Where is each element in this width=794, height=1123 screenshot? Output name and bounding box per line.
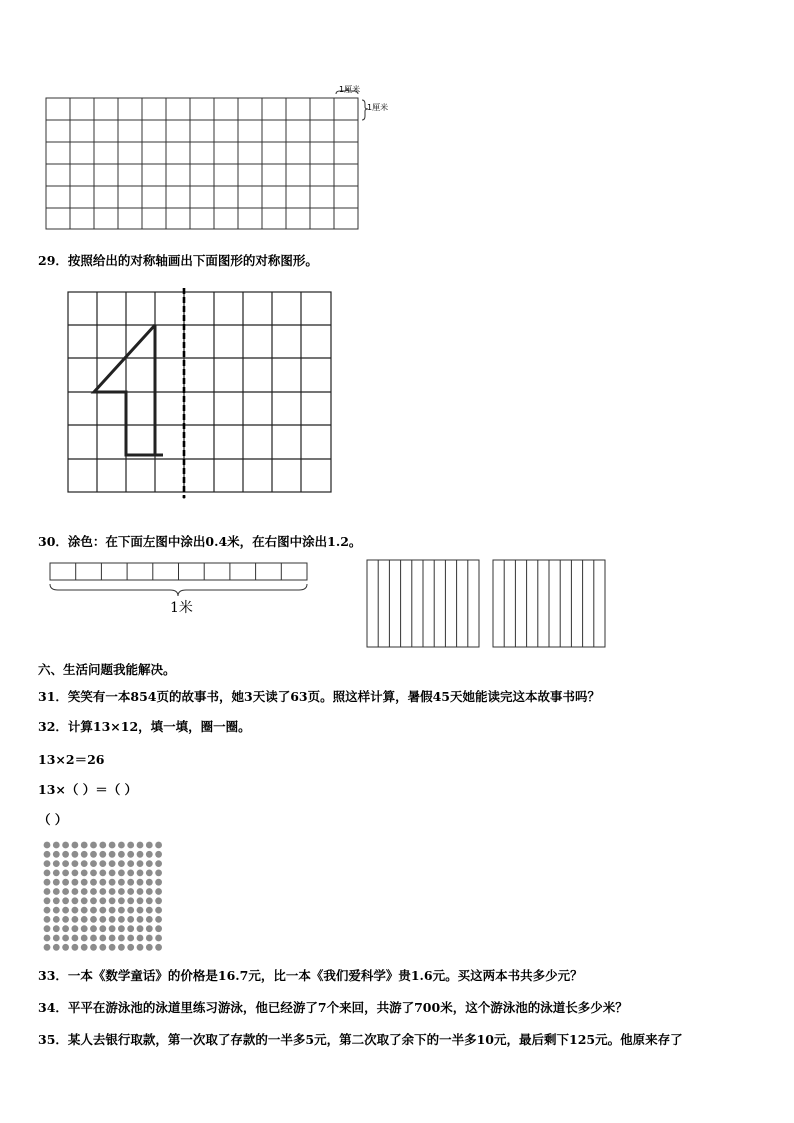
dot <box>62 851 69 858</box>
dot <box>109 925 116 932</box>
dot <box>146 907 153 914</box>
dot <box>90 925 97 932</box>
dot <box>81 888 88 895</box>
dot <box>155 897 162 904</box>
question-number: 34． <box>38 1000 68 1015</box>
dot <box>72 842 79 849</box>
symmetry-grid <box>60 288 340 500</box>
dot <box>44 935 51 942</box>
dot <box>44 870 51 877</box>
dot <box>72 879 79 886</box>
question-text: 一本《数学童话》的价格是16.7元，比一本《我们爱科学》贵1.6元。买这两本书共多少元？ <box>67 968 583 983</box>
dot <box>137 879 144 886</box>
dot <box>99 935 106 942</box>
dot <box>155 888 162 895</box>
dot <box>99 888 106 895</box>
dot <box>137 870 144 877</box>
q32-line-2: 13×（ ）＝（ ） <box>38 782 138 797</box>
dot <box>44 879 51 886</box>
dot <box>44 888 51 895</box>
top-square-grid <box>40 82 400 234</box>
dot <box>155 925 162 932</box>
dot <box>146 944 153 951</box>
dot <box>44 944 51 951</box>
dot <box>109 842 116 849</box>
dot <box>146 925 153 932</box>
dot <box>90 879 97 886</box>
dot <box>62 925 69 932</box>
dot <box>99 879 106 886</box>
dot <box>155 870 162 877</box>
figure-four-shape <box>94 325 163 455</box>
dot <box>72 944 79 951</box>
dot <box>118 944 125 951</box>
dot <box>109 860 116 867</box>
dot <box>53 935 60 942</box>
dot <box>72 916 79 923</box>
question-31 <box>38 687 600 705</box>
dot <box>62 916 69 923</box>
dot <box>146 879 153 886</box>
question-29 <box>38 251 318 269</box>
dot <box>99 916 106 923</box>
dot <box>90 916 97 923</box>
dot <box>127 888 134 895</box>
dot <box>109 935 116 942</box>
dot <box>90 842 97 849</box>
dot <box>44 925 51 932</box>
dot <box>81 944 88 951</box>
dot <box>81 925 88 932</box>
question-text: 平平在游泳池的泳道里练习游泳，他已经游了7个来回，共游了700米，这个游泳池的泳道长多少米？ <box>67 1000 628 1015</box>
question-number: 32． <box>38 719 68 734</box>
dot <box>118 888 125 895</box>
dot <box>146 897 153 904</box>
section-6-heading: 六、生活问题我能解决。 <box>38 662 176 677</box>
dot <box>53 860 60 867</box>
dot <box>62 944 69 951</box>
dot <box>137 944 144 951</box>
dot <box>81 870 88 877</box>
dot <box>90 870 97 877</box>
dot <box>127 925 134 932</box>
dot <box>127 870 134 877</box>
dot <box>109 870 116 877</box>
dot <box>155 916 162 923</box>
question-number: 31． <box>38 689 68 704</box>
dot <box>72 935 79 942</box>
dot <box>72 897 79 904</box>
dot <box>127 944 134 951</box>
unit-label-vertical: 1厘米 <box>367 103 389 112</box>
dot <box>127 860 134 867</box>
dot <box>109 916 116 923</box>
dot <box>99 870 106 877</box>
dot <box>81 907 88 914</box>
dot <box>53 851 60 858</box>
question-number: 30． <box>38 534 68 549</box>
dot <box>127 842 134 849</box>
dot <box>137 907 144 914</box>
dot <box>72 860 79 867</box>
dot <box>146 842 153 849</box>
dot <box>62 860 69 867</box>
dot <box>53 916 60 923</box>
dot <box>81 879 88 886</box>
question-number: 35． <box>38 1032 68 1047</box>
dot <box>90 907 97 914</box>
square-right-tenths <box>491 558 609 650</box>
q32-line-3: （ ） <box>38 812 68 827</box>
question-35 <box>38 1030 683 1048</box>
dot <box>127 897 134 904</box>
dot <box>99 897 106 904</box>
dot <box>44 860 51 867</box>
dot <box>99 851 106 858</box>
meter-bar-label: 1米 <box>170 600 193 616</box>
dot <box>99 925 106 932</box>
dot <box>81 916 88 923</box>
dot <box>127 907 134 914</box>
dot <box>146 870 153 877</box>
dot <box>118 935 125 942</box>
dot <box>53 879 60 886</box>
dot <box>99 944 106 951</box>
question-33 <box>38 966 583 984</box>
dot <box>118 870 125 877</box>
dot <box>127 935 134 942</box>
dot <box>127 851 134 858</box>
dot <box>44 916 51 923</box>
dot <box>127 879 134 886</box>
dot <box>62 842 69 849</box>
question-text: 某人去银行取款，第一次取了存款的一半多5元，第二次取了余下的一半多10元，最后剩下125元。他原来存了 <box>67 1032 683 1047</box>
dot <box>99 842 106 849</box>
dot <box>109 897 116 904</box>
dot <box>118 897 125 904</box>
dot <box>44 907 51 914</box>
dot <box>137 925 144 932</box>
dot <box>72 870 79 877</box>
dot <box>90 888 97 895</box>
dot <box>137 916 144 923</box>
dot <box>62 907 69 914</box>
dot <box>72 851 79 858</box>
dot <box>118 851 125 858</box>
dot <box>146 888 153 895</box>
question-text: 笑笑有一本854页的故事书，她3天读了63页。照这样计算，暑假45天她能读完这本故事书吗？ <box>67 689 600 704</box>
question-34 <box>38 998 628 1016</box>
dot <box>155 842 162 849</box>
dot <box>146 916 153 923</box>
dot <box>155 935 162 942</box>
dot <box>90 897 97 904</box>
dot <box>81 935 88 942</box>
dot <box>44 897 51 904</box>
dot <box>137 851 144 858</box>
dot <box>137 888 144 895</box>
dot <box>109 944 116 951</box>
dot <box>146 851 153 858</box>
dot <box>118 907 125 914</box>
dot <box>53 925 60 932</box>
dot <box>118 860 125 867</box>
dot <box>53 907 60 914</box>
question-number: 29． <box>38 253 68 268</box>
dot <box>155 860 162 867</box>
dot <box>137 897 144 904</box>
question-text: 涂色：在下面左图中涂出0.4米，在右图中涂出1.2。 <box>67 534 362 549</box>
dot <box>72 907 79 914</box>
dot <box>53 870 60 877</box>
dot <box>44 851 51 858</box>
question-32 <box>38 717 251 735</box>
dot <box>81 842 88 849</box>
dot <box>155 851 162 858</box>
dot <box>155 879 162 886</box>
dot <box>53 944 60 951</box>
dot <box>146 935 153 942</box>
q32-line-1: 13×2＝26 <box>38 752 105 767</box>
dot <box>109 879 116 886</box>
dot <box>53 897 60 904</box>
dot <box>137 842 144 849</box>
question-number: 33． <box>38 968 68 983</box>
dot <box>90 944 97 951</box>
question-text: 按照给出的对称轴画出下面图形的对称图形。 <box>67 253 318 268</box>
dot <box>118 842 125 849</box>
dot <box>118 916 125 923</box>
dot <box>99 907 106 914</box>
dot <box>53 842 60 849</box>
square-left-tenths <box>365 558 483 650</box>
dot <box>62 897 69 904</box>
meter-brace <box>50 584 307 596</box>
dot <box>109 907 116 914</box>
dot <box>109 851 116 858</box>
dot <box>118 879 125 886</box>
dot <box>146 860 153 867</box>
question-30 <box>38 532 361 550</box>
dot <box>90 935 97 942</box>
dot <box>81 860 88 867</box>
dot <box>53 888 60 895</box>
dot <box>155 944 162 951</box>
dot <box>137 860 144 867</box>
dot <box>127 916 134 923</box>
dot <box>137 935 144 942</box>
unit-label-horizontal: 1厘米 <box>339 85 361 94</box>
dot <box>62 935 69 942</box>
dot-array-image <box>42 840 168 956</box>
dot <box>81 851 88 858</box>
dot <box>62 879 69 886</box>
dot <box>155 907 162 914</box>
dot <box>72 925 79 932</box>
dot <box>44 842 51 849</box>
dot <box>62 870 69 877</box>
dot <box>62 888 69 895</box>
dot <box>90 860 97 867</box>
dot <box>99 860 106 867</box>
dot <box>90 851 97 858</box>
dot <box>72 888 79 895</box>
dot <box>118 925 125 932</box>
dot <box>109 888 116 895</box>
question-text: 计算13×12，填一填，圈一圈。 <box>67 719 251 734</box>
dot <box>81 897 88 904</box>
